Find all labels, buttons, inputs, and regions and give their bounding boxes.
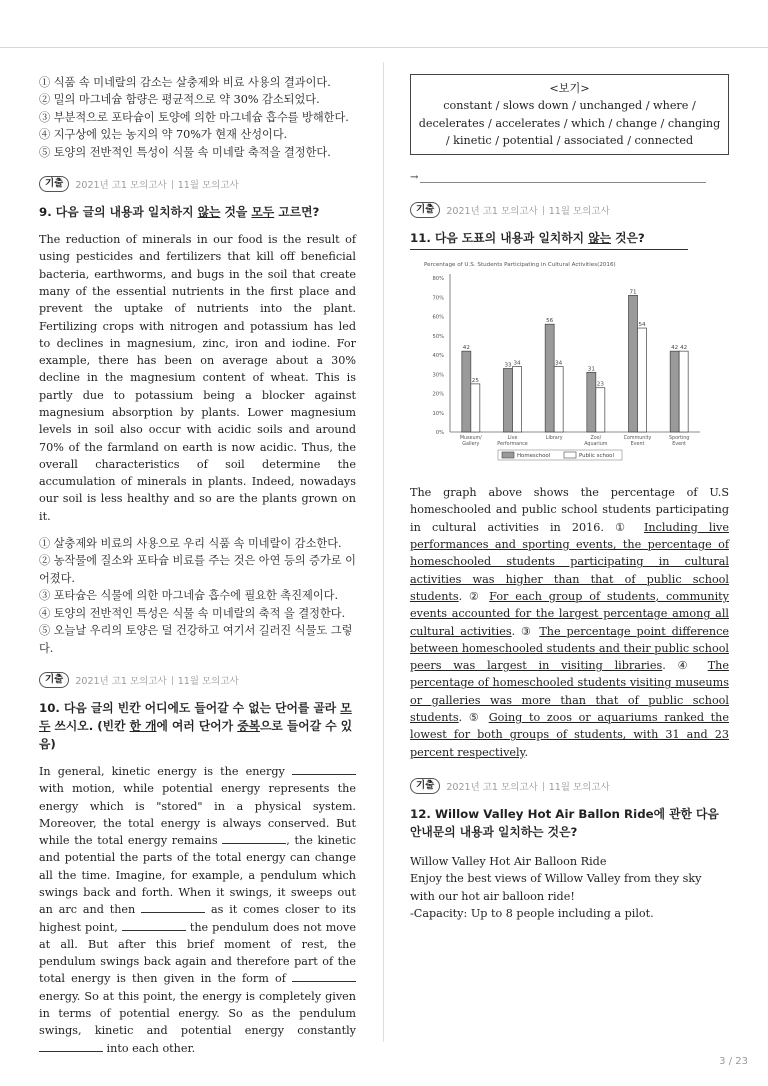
option-1: ① 식품 속 미네랄의 감소는 살충제와 비료 사용의 결과이다.: [39, 76, 331, 89]
x-tick-label: Event: [630, 442, 645, 448]
source-meta: 2021년 고1 모의고사 11월 모의고사: [75, 180, 239, 192]
option-3: ③ 포타슘은 식물에 의한 마그네슘 흡수에 필요한 촉진제이다.: [39, 589, 339, 603]
past-exam-badge: 기출: [39, 672, 69, 688]
data-label: 25: [471, 378, 479, 385]
blank: [39, 1041, 103, 1052]
answer-line: [410, 169, 729, 183]
y-tick-label: 50%: [432, 333, 444, 340]
legend-swatch: [564, 452, 576, 458]
option-2: ② 농작물에 질소와 포타슘 비료를 주는 것은 아연 등의 증가로 이어졌다.: [39, 554, 356, 585]
statement-4: The percentage of homeschooled students visiting museums or galleries was more than that of public school students: [410, 659, 729, 725]
notice-title: Willow Valley Hot Air Balloon Ride: [410, 854, 607, 868]
y-tick-label: 40%: [432, 353, 444, 360]
y-tick-label: 20%: [432, 391, 444, 398]
y-tick-label: 10%: [432, 410, 444, 417]
data-label: 42: [671, 345, 679, 352]
past-exam-badge: 기출: [410, 778, 440, 794]
bar: [587, 373, 596, 433]
x-tick-label: Zoo/: [590, 436, 602, 442]
statement-5: Going to zoos or aquariums ranked the lowest for both groups of students, with 31 and 23 percent respectively: [410, 711, 730, 759]
bar: [670, 351, 679, 432]
arrow-icon: →: [410, 172, 419, 184]
y-tick-label: 70%: [432, 295, 444, 302]
page-number: 3 / 23: [719, 1056, 748, 1067]
q9-options: [39, 535, 356, 657]
q8-options: [39, 74, 356, 161]
q11-passage: The graph above shows the percentage of U.S homeschooled and public school students participating in cultural activities in 2016. ① Including live performances and sporting events, the percentage of homeschooled students participating in cultural activities was higher than that of public school students. ② For each group of students, community events accounted for the largest percentage among all cultural activities. ③ The percentage point difference between homeschooled students and their public school peers was largest in visiting libraries. ④ The percentage of homeschooled students visiting museums or galleries was more than that of public school students. ⑤ Going to zoos or aquariums ranked the lowest for both groups of students, with 31 and 23 percent respectively.: [410, 486, 730, 759]
option-5: ⑤ 오늘날 우리의 토양은 덜 건강하고 여기서 길러진 식물도 그렇다.: [39, 624, 353, 655]
x-tick-label: Library: [545, 436, 563, 442]
option-4: ④ 토양의 전반적인 특성은 식물 속 미네랄의 축적 을 결정한다.: [39, 606, 346, 620]
word-box-words: constant / slows down / unchanged / where / decelerates / accelerates / which / change / changing / kinetic / potential / associated / connected: [418, 99, 721, 147]
option-3: ③ 부분적으로 포타슘이 토양에 의한 마그네슘 흡수를 방해한다.: [39, 110, 349, 124]
bar: [471, 384, 480, 432]
chart-svg: [410, 256, 706, 478]
bar: [679, 351, 688, 432]
column-divider: [383, 62, 384, 1042]
x-tick-label: Museum/: [459, 436, 482, 442]
chart-title: Percentage of U.S. Students Participating in Cultural Activities(2016): [424, 262, 616, 269]
q12-passage: [410, 853, 729, 922]
data-label: 34: [513, 360, 521, 367]
x-tick-label: Live: [507, 436, 518, 442]
bar: [504, 369, 513, 433]
q11-source: [410, 201, 729, 219]
past-exam-badge: 기출: [410, 202, 440, 218]
bar: [638, 328, 647, 432]
q10-title: 10. 다음 글의 빈칸 어디에도 들어갈 수 없는 단어를 골라 모두 쓰시오. (빈칸 한 개에 여러 단어가 중복으로 들어갈 수 있음): [39, 700, 353, 751]
bar: [629, 296, 638, 433]
bar: [513, 367, 522, 432]
source-meta: 2021년 고1 모의고사 11월 모의고사: [446, 781, 610, 793]
bar: [554, 367, 563, 432]
q11-title: 11. 다음 도표의 내용과 일치하지 않는 것은?: [410, 231, 645, 246]
statement-2: For each group of students, community events accounted for the largest percentage among all cultural activities: [410, 589, 729, 638]
bar-chart: [410, 256, 706, 478]
q10-passage: In general, kinetic energy is the energy with motion, while potential energy represents the energy which is "stored" in a physical system. Moreover, the total energy is always conserved. But while the total energy remains , the kinetic and potential the parts of the total energy can change all the time. Imagine, for example, a pendulum which swings back and forth. When it swings, it sweeps out an arc and then as it comes closer to its highest point, the pendulum does not move at all. But after this brief moment of rest, the pendulum swings back again and therefore part of the total energy is then given in the form of energy. So at this point, the energy is completely given in terms of potential energy. So as the pendulum swings, kinetic and potential energy constantly into each other.: [39, 764, 357, 1055]
word-box-title: <보기>: [549, 82, 590, 95]
x-tick-label: Performance: [497, 442, 528, 448]
notice-line: Enjoy the best views of Willow Valley from they sky with our hot air balloon ride!: [410, 872, 702, 903]
header-rule: [0, 47, 768, 48]
bar: [596, 388, 605, 432]
legend-swatch: [502, 452, 514, 458]
notice-line: -Capacity: Up to 8 people including a pilot.: [410, 906, 654, 920]
option-1: ① 살충제와 비료의 사용으로 우리 식품 속 미네랄이 감소한다.: [39, 537, 342, 551]
x-tick-label: Aquarium: [584, 442, 608, 448]
word-box: [410, 74, 729, 155]
x-tick-label: Community: [623, 436, 652, 442]
x-tick-label: Event: [672, 442, 687, 448]
data-label: 71: [629, 289, 637, 296]
q9-title: 9. 다음 글의 내용과 일치하지 않는 것을 모두 고르면?: [39, 205, 320, 220]
q10-source: [39, 671, 356, 689]
statement-1: Including live performances and sporting events, the percentage of homeschooled students participating in cultural activities was higher than that of public school students: [410, 520, 729, 603]
blank: [292, 764, 356, 775]
data-label: 56: [546, 318, 554, 325]
data-label: 42: [680, 345, 688, 352]
past-exam-badge: 기출: [39, 176, 69, 192]
q9-passage: The reduction of minerals in our food is the result of using pesticides and fertilizers that kill off beneficial bacteria, earthworms, and bugs in the soil that create many of the essential nutrients in the first place and prevent the uptake of nutrients into the plant. Fertilizing crops with nitrogen and potassium has led to declines in magnesium, zinc, iron and iodine. For example, there has been on average about a 30% decline in the magnesium content of wheat. This is partly due to potassium being a blocker against magnesium absorption by plants. Lower magnesium levels in soil also occur with acidic soils and around 70% of the farmland on earth is now acidic. Thus, the overall characteristics of soil determine the accumulation of minerals in plants. Indeed, nowadays our soil is less healthy and so are the plants grown on it.: [39, 233, 356, 523]
statement-3: The percentage point difference between homeschooled students and their public school peers was largest in visiting libraries: [410, 624, 730, 673]
blank: [122, 920, 186, 931]
source-meta: 2021년 고1 모의고사 11월 모의고사: [446, 206, 610, 218]
option-5: ⑤ 토양의 전반적인 특성이 식물 속 미네랄 축적을 결정한다.: [39, 145, 331, 159]
q12-source: [410, 777, 729, 795]
right-column: [410, 74, 729, 922]
option-4: ④ 지구상에 있는 농지의 약 70%가 현재 산성이다.: [39, 128, 288, 142]
x-tick-label: Sporting: [669, 436, 690, 442]
data-label: 42: [462, 345, 470, 352]
data-label: 23: [596, 381, 604, 388]
q9-source: [39, 175, 356, 193]
data-label: 54: [638, 322, 646, 329]
y-tick-label: 30%: [432, 372, 444, 379]
legend-label: Homeschool: [517, 453, 551, 460]
blank: [222, 833, 286, 844]
y-tick-label: 0%: [435, 430, 444, 437]
data-label: 34: [555, 360, 563, 367]
y-tick-label: 60%: [432, 314, 444, 321]
left-column: [39, 74, 356, 1057]
blank: [292, 971, 356, 982]
x-tick-label: Gallery: [462, 442, 480, 448]
data-label: 33: [504, 362, 512, 369]
option-2: ② 밀의 마그네슘 함량은 평균적으로 약 30% 감소되었다.: [39, 93, 320, 107]
y-tick-label: 80%: [432, 276, 444, 283]
data-label: 31: [587, 366, 595, 373]
source-meta: 2021년 고1 모의고사 11월 모의고사: [75, 675, 239, 687]
bar: [462, 351, 471, 432]
bar: [545, 324, 554, 432]
q12-title: 12. Willow Valley Hot Air Ballon Ride에 관한 다음 안내문의 내용과 일치하는 것은?: [410, 806, 719, 839]
legend-label: Public school: [579, 453, 614, 460]
blank: [141, 902, 205, 913]
